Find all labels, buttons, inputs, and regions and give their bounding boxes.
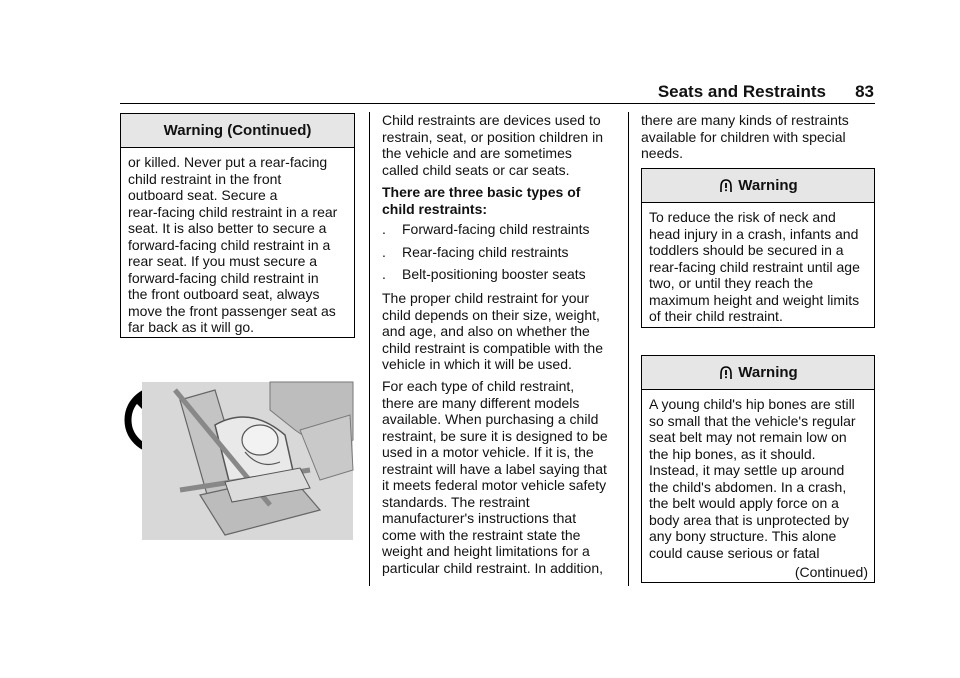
warning-continued-title: Warning (Continued)	[121, 114, 354, 148]
text-line: used in a motor vehicle. If it is, the	[382, 444, 594, 460]
warning-continued-box	[120, 113, 355, 338]
warning-line: the belt would apply force on a	[649, 495, 839, 511]
bullet-dot: .	[382, 244, 386, 260]
warning-continued-line: forward-facing child restraint in a	[128, 236, 331, 253]
warning-box-neck-injury	[641, 168, 875, 328]
text-line: needs.	[641, 145, 684, 161]
warning-line: body area that is unprotected by	[649, 511, 850, 528]
warning-line: toddlers should be secured in a	[649, 242, 844, 258]
continued-label: (Continued)	[794, 564, 868, 580]
warning-continued-line: rear-facing child restraint in a rear	[128, 203, 338, 220]
warning-box-header	[642, 169, 874, 203]
text-line: vehicle in which it will be used.	[382, 356, 572, 372]
warning-title: Warning	[738, 364, 798, 381]
warning-line: of their child restraint.	[649, 308, 783, 324]
warning-continued-line: seat. It is also better to secure a	[128, 220, 327, 236]
warning-continued-line: far back as it will go.	[128, 319, 255, 335]
warning-continued-line: or killed. Never put a rear-facing	[128, 154, 328, 170]
bullet-dot: .	[382, 266, 386, 282]
text-line: called child seats or car seats.	[382, 161, 570, 178]
warning-box-header	[642, 356, 874, 390]
warning-line: head injury in a crash, infants and	[649, 225, 859, 242]
child-seat-illustration	[120, 370, 355, 542]
special-needs-paragraph	[641, 112, 876, 162]
text-line: There are three basic types of	[382, 184, 581, 200]
types-heading	[382, 184, 622, 217]
proper-restraint-paragraph	[382, 290, 622, 373]
text-line: there are many different models	[382, 394, 580, 411]
warning-line: could cause serious or fatal	[649, 544, 820, 561]
text-line: particular child restraint. In addition,	[382, 559, 603, 576]
each-type-paragraph	[382, 378, 622, 576]
text-line: weight and height limitations for a	[382, 543, 590, 559]
warning-line: A young child's hip bones are still	[649, 396, 855, 412]
warning-continued-line: move the front passenger seat as	[128, 302, 336, 319]
text-line: manufacturer's instructions that	[382, 510, 577, 526]
text-line: come with the restraint state the	[382, 526, 581, 543]
warning-line: seat belt may not remain low on	[649, 429, 847, 445]
warning-continued-line: rear seat. If you must secure a	[128, 253, 318, 269]
text-line: available. When purchasing a child	[382, 411, 599, 427]
warning-line: rear-facing child restraint until age	[649, 258, 860, 275]
warning-line: the hip bones, as it should.	[649, 445, 816, 462]
text-line: restrain, seat, or position children in	[382, 128, 603, 145]
section-title: Seats and Restraints	[657, 82, 826, 101]
bullet-text: Rear-facing child restraints	[402, 244, 569, 260]
text-line: the vehicle and are sometimes	[382, 145, 572, 161]
text-line: child depends on their size, weight,	[382, 306, 600, 323]
text-line: restraint will have a label saying that	[382, 460, 607, 477]
text-line: restraint, be sure it is designed to be	[382, 427, 608, 444]
text-line: For each type of child restraint,	[382, 378, 575, 394]
bullet-text: Forward-facing child restraints	[402, 221, 590, 237]
page-number: 83	[855, 82, 874, 101]
warning-continued-line: outboard seat. Secure a	[128, 187, 278, 203]
warning-line: two, or until they reach the	[649, 275, 814, 291]
column-divider-right	[628, 112, 629, 586]
text-line: standards. The restraint	[382, 493, 530, 510]
warning-line: To reduce the risk of neck and	[649, 209, 836, 225]
text-line: it meets federal motor vehicle safety	[382, 477, 607, 493]
bullet-text: Belt-positioning booster seats	[402, 266, 586, 282]
car-interior-drawing	[142, 382, 353, 540]
intro-paragraph	[382, 112, 622, 178]
text-line: child restraints:	[382, 200, 488, 217]
warning-box-hip-bones	[641, 355, 875, 583]
warning-line: maximum height and weight limits	[649, 291, 860, 308]
text-line: child restraint is compatible with the	[382, 339, 603, 356]
column-divider-left	[369, 112, 370, 586]
warning-line: any bony structure. This alone	[649, 528, 837, 544]
text-line: The proper child restraint for your	[382, 290, 589, 306]
warning-box-body	[642, 390, 874, 585]
warning-continued-body	[121, 148, 354, 344]
warning-symbol-icon	[718, 178, 734, 194]
text-line: and age, and also on whether the	[382, 323, 590, 339]
text-line: there are many kinds of restraints	[641, 112, 849, 128]
text-line: available for children with special	[641, 128, 846, 145]
warning-line: the child's abdomen. In a crash,	[649, 478, 847, 495]
warning-line: so small that the vehicle's regular	[649, 412, 856, 429]
warning-continued-line: child restraint in the front	[128, 170, 282, 187]
warning-title: Warning	[738, 177, 798, 194]
warning-line: Instead, it may settle up around	[649, 462, 845, 478]
warning-continued-line: forward-facing child restraint in	[128, 269, 319, 286]
bullet-dot: .	[382, 221, 386, 237]
header-rule	[120, 103, 875, 104]
text-line: Child restraints are devices used to	[382, 112, 601, 128]
warning-box-body	[642, 203, 874, 333]
warning-continued-line: the front outboard seat, always	[128, 286, 320, 302]
warning-symbol-icon	[718, 365, 734, 381]
